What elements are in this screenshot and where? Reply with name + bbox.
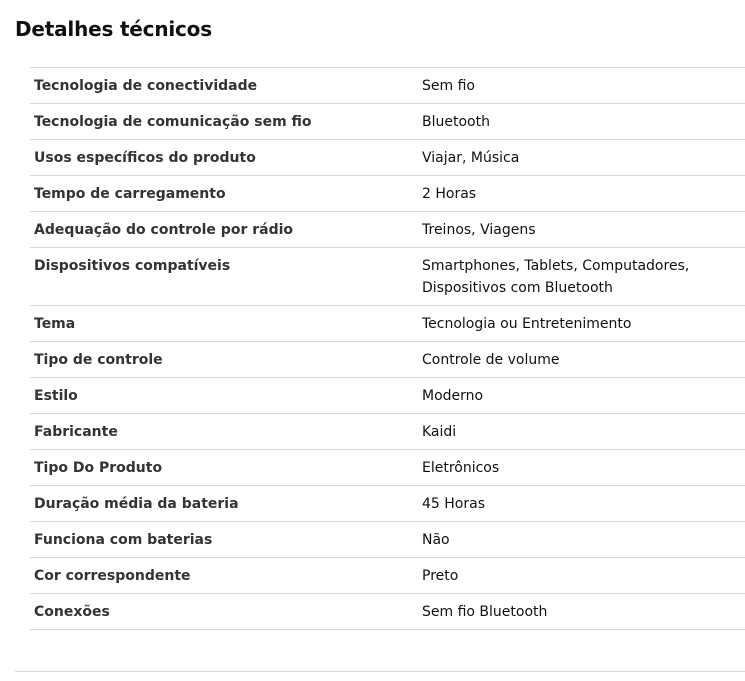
spec-value: Sem fio [422,68,745,104]
spec-value: 2 Horas [422,176,745,212]
spec-row [30,212,745,248]
spec-row [30,248,745,306]
technical-details-table [30,67,745,630]
spec-row [30,522,745,558]
spec-label: Tempo de carregamento [30,176,422,212]
spec-label: Cor correspondente [30,558,422,594]
spec-value: Kaidi [422,414,745,450]
spec-label: Usos específicos do produto [30,140,422,176]
spec-value: Moderno [422,378,745,414]
spec-value: Preto [422,558,745,594]
spec-label: Funciona com baterias [30,522,422,558]
spec-label: Tecnologia de comunicação sem fio [30,104,422,140]
spec-label: Tipo de controle [30,342,422,378]
spec-value: Viajar, Música [422,140,745,176]
spec-value: Não [422,522,745,558]
spec-value: Controle de volume [422,342,745,378]
spec-row [30,594,745,630]
spec-row [30,176,745,212]
spec-value: Bluetooth [422,104,745,140]
spec-row [30,140,745,176]
spec-row [30,342,745,378]
spec-value: Eletrônicos [422,450,745,486]
spec-label: Duração média da bateria [30,486,422,522]
spec-value: 45 Horas [422,486,745,522]
spec-row [30,486,745,522]
spec-row [30,414,745,450]
technical-details-body [30,68,745,630]
spec-label: Estilo [30,378,422,414]
spec-row [30,558,745,594]
spec-row [30,104,745,140]
spec-label: Tipo Do Produto [30,450,422,486]
spec-value: Smartphones, Tablets, Computadores, Dispositivos com Bluetooth [422,248,745,306]
spec-label: Adequação do controle por rádio [30,212,422,248]
spec-value: Treinos, Viagens [422,212,745,248]
spec-value: Tecnologia ou Entretenimento [422,306,745,342]
spec-row [30,68,745,104]
spec-label: Dispositivos compatíveis [30,248,422,306]
spec-label: Fabricante [30,414,422,450]
spec-value: Sem fio Bluetooth [422,594,745,630]
spec-row [30,306,745,342]
section-divider [15,671,745,672]
section-title: Detalhes técnicos [15,17,212,41]
spec-row [30,450,745,486]
spec-label: Tema [30,306,422,342]
spec-row [30,378,745,414]
spec-label: Tecnologia de conectividade [30,68,422,104]
spec-label: Conexões [30,594,422,630]
